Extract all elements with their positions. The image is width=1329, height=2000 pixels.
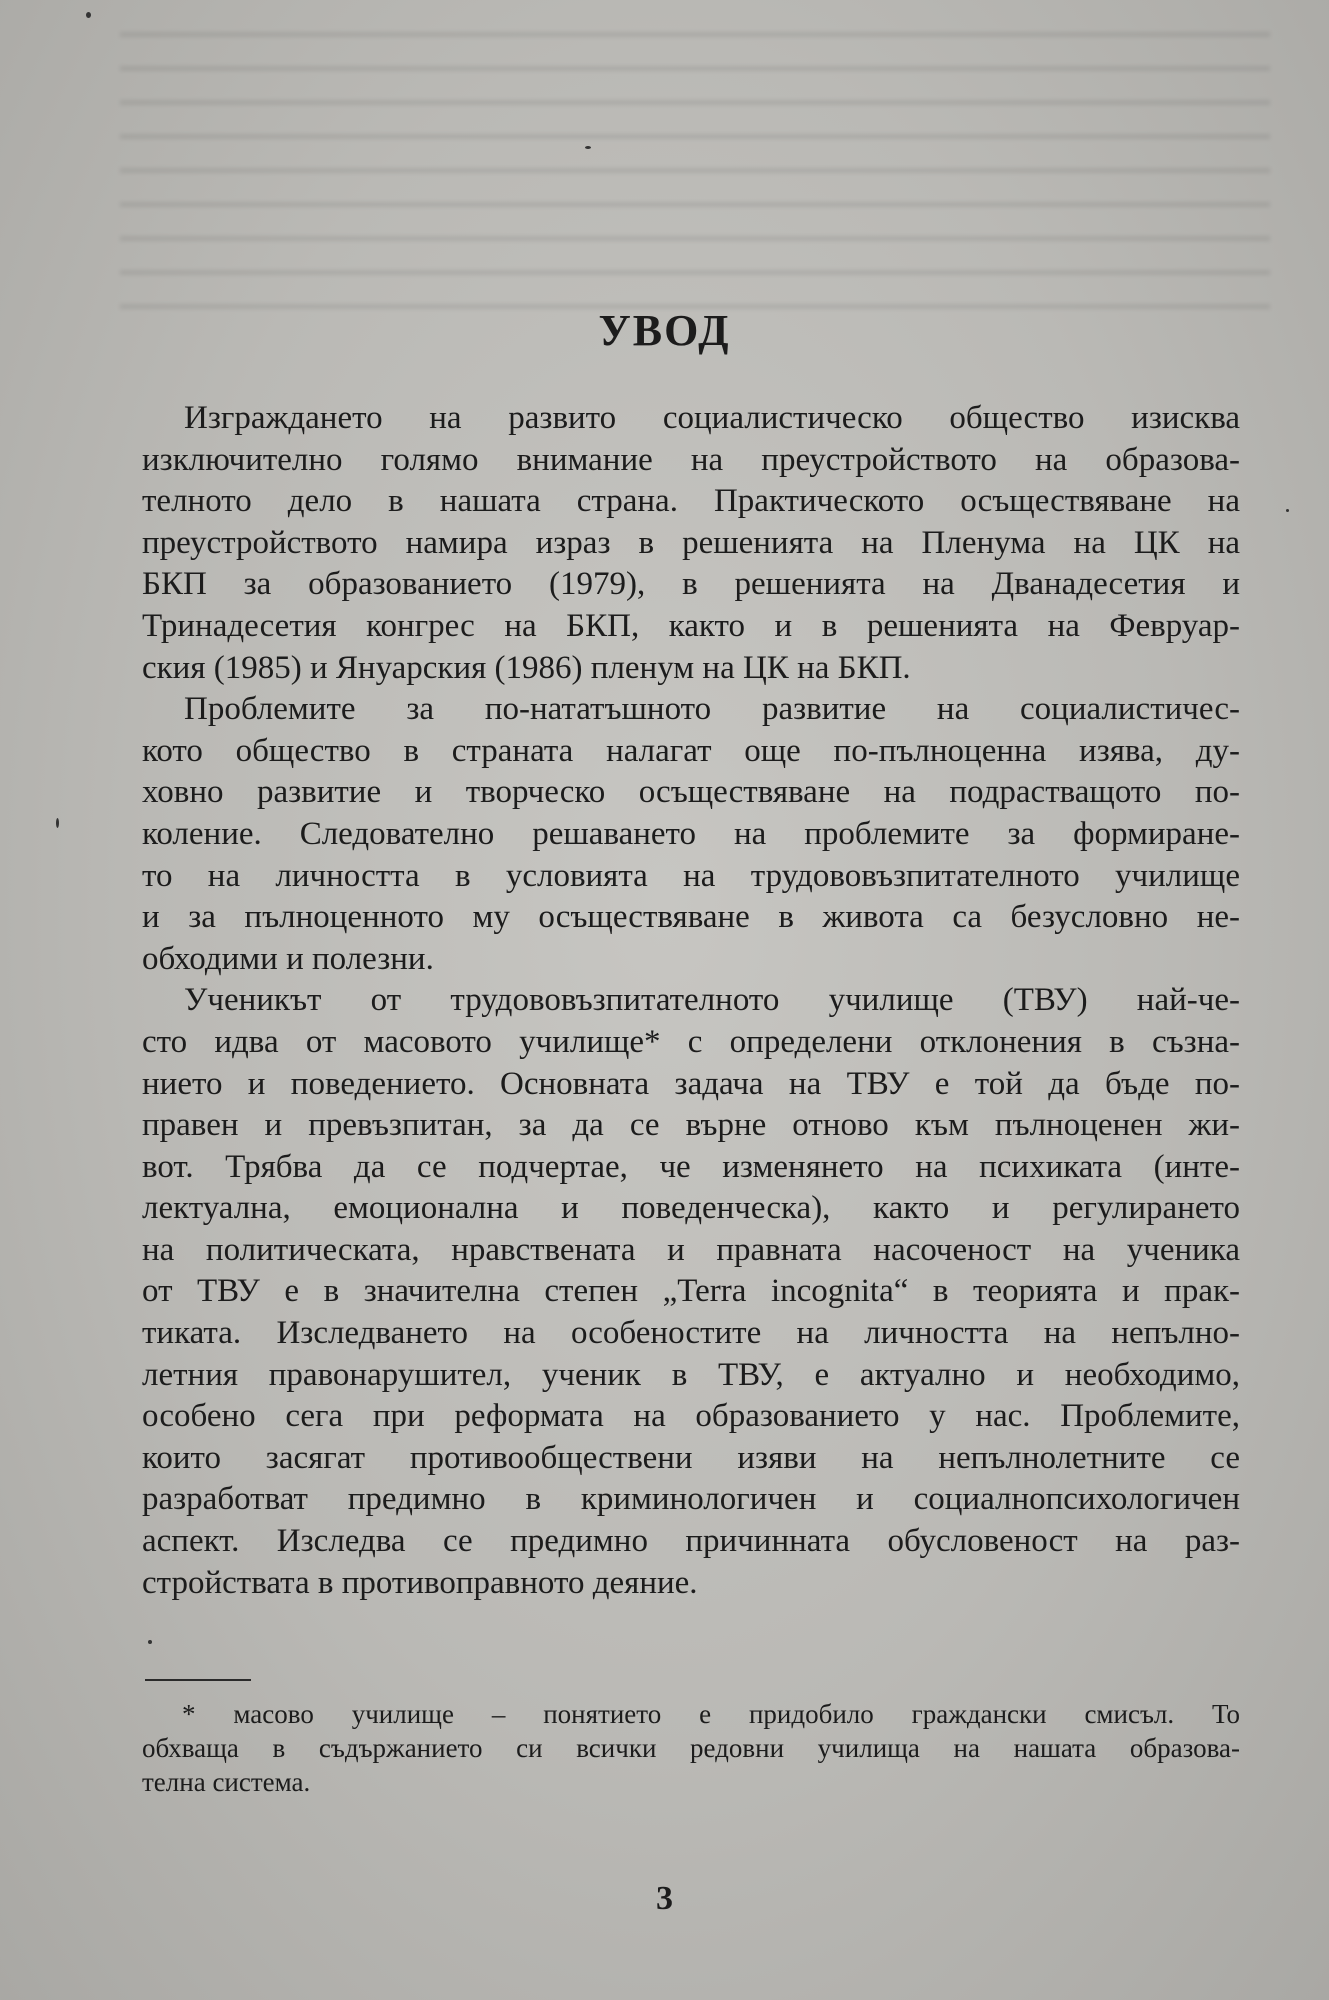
text-line: разработват предимно в криминологичен и социалнопсихологичен: [142, 1481, 1240, 1518]
page-number: 3: [656, 1880, 673, 1917]
footnote: [142, 1697, 1240, 1799]
text-line: Изграждането на развито социалистическо общество изисква: [184, 400, 1240, 436]
print-speck: [86, 12, 91, 18]
text-line: лектуална, емоционална и поведенческа), както и регулирането: [142, 1190, 1240, 1227]
text-line: изключително голямо внимание на преустройството на образова-: [142, 441, 1240, 478]
paragraph-3: [142, 980, 1240, 1604]
text-line: летния правонарушител, ученик в ТВУ, е актуално и необходимо,: [142, 1356, 1240, 1393]
text-line: особено сега при реформата на образованието у нас. Проблемите,: [142, 1398, 1240, 1435]
text-line: коление. Следователно решаването на проблемите за формиране-: [142, 815, 1240, 852]
text-line: ския (1985) и Януарския (1986) пленум на ЦК на БКП.: [142, 649, 911, 686]
text-line: то на личността в условията на трудововъзпитателното училище: [142, 857, 1240, 894]
text-line: Тринадесетия конгрес на БКП, както и в решенията на Февруар-: [142, 607, 1240, 644]
print-speck: [1286, 509, 1289, 512]
text-line: вот. Трябва да се подчертае, че изменянето на психиката (инте-: [142, 1148, 1240, 1185]
text-line: сто идва от масовото училище* с определени отклонения в съзна-: [142, 1023, 1240, 1060]
text-line: Проблемите за по-нататъшното развитие на социалистичес-: [184, 691, 1240, 728]
text-line: преустройството намира израз в решенията на Пленума на ЦК на: [142, 524, 1240, 561]
text-line: нието и поведението. Основната задача на ТВУ е той да бъде по-: [142, 1065, 1240, 1102]
text-line: стройствата в противоправното деяние.: [142, 1564, 698, 1601]
text-line: от ТВУ е в значителна степен „Terra incognita“ в теорията и прак-: [142, 1273, 1240, 1310]
text-line: ховно развитие и творческо осъществяване на подрастващото по-: [142, 774, 1240, 811]
text-line: Ученикът от трудововъзпитателното училище (ТВУ) най-че-: [184, 982, 1240, 1019]
print-speck: [148, 1640, 152, 1644]
text-line: на политическата, нравствената и правната насоченост на ученика: [142, 1231, 1240, 1268]
paragraph-1: [142, 398, 1240, 689]
text-line: обходими и полезни.: [142, 940, 434, 977]
text-line: тиката. Изследването на особеностите на личността на непълно-: [142, 1315, 1240, 1352]
text-line: които засягат противообществени изяви на непълнолетните се: [142, 1439, 1240, 1476]
bleed-through-text: [120, 10, 1270, 320]
print-speck: [56, 818, 59, 828]
footnote-line: обхваща в съдържанието си всички редовни училища на нашата образова-: [142, 1733, 1240, 1763]
text-line: и за пълноценното му осъществяване в живота са безусловно не-: [142, 899, 1240, 936]
text-line: кото общество в страната налагат още по-пълноценна изява, ду-: [142, 732, 1240, 769]
footnote-line: телна система.: [142, 1767, 311, 1797]
print-speck: [585, 146, 591, 149]
footnote-divider: [145, 1679, 251, 1681]
chapter-title: УВОД: [598, 306, 731, 355]
body-text: [142, 398, 1240, 1604]
text-line: правен и превъзпитан, за да се върне отново към пълноценен жи-: [142, 1107, 1240, 1144]
text-line: телното дело в нашата страна. Практическото осъществяване на: [142, 483, 1240, 520]
text-line: БКП за образованието (1979), в решенията на Дванадесетия и: [142, 566, 1240, 603]
paragraph-2: [142, 689, 1240, 980]
footnote-line: * масово училище – понятието е придобило граждански смисъл. То: [182, 1699, 1240, 1729]
text-line: аспект. Изследва се предимно причинната обусловеност на раз-: [142, 1523, 1240, 1560]
